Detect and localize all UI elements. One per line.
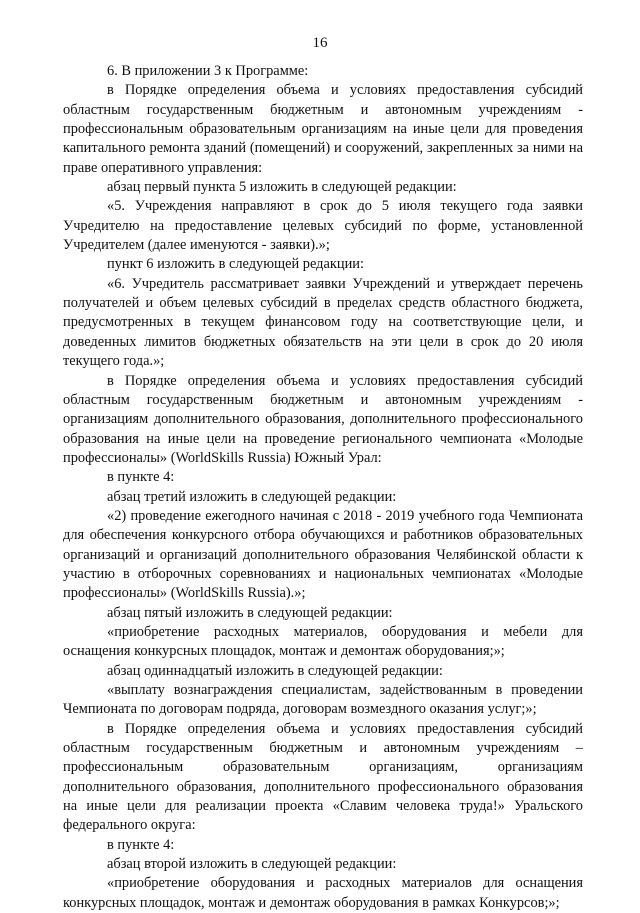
paragraph: «выплату вознаграждения специалистам, задействованным в проведении Чемпионата по договорам подряда, договорам возмездного оказания услуг;»; <box>63 682 583 718</box>
paragraph: в Порядке определения объема и условиях предоставления субсидий областным государственным бюджетным и автономным учреждениям – профессиональным образовательным организациям, организациям дополнительного образования, дополнительного профессионального образования на иные цели для реализации проекта «Славим человека труда!» Уральского федерального округа: <box>63 720 583 834</box>
document-body <box>63 62 583 913</box>
paragraph: «5. Учреждения направляют в срок до 5 июля текущего года заявки Учредителю на предоставление целевых субсидий по форме, установленной Учредителем (далее именуются - заявки).»; <box>63 198 583 254</box>
paragraph: в Порядке определения объема и условиях предоставления субсидий областным государственным бюджетным и автономным учреждениям - организациям дополнительного образования, дополнительного профессионального образования на иные цели на проведение регионального чемпионата «Молодые профессионалы» (WorldSkills Russia) Южный Урал: <box>63 372 583 466</box>
paragraph: «6. Учредитель рассматривает заявки Учреждений и утверждает перечень получателей и объем целевых субсидий в пределах средств областного бюджета, предусмотренных в текущем финансовом году на соответствующие цели, и доведенных лимитов бюджетных обязательств на эти цели в срок до 20 июля текущего года.»; <box>63 275 583 370</box>
paragraph: «приобретение расходных материалов, оборудования и мебели для оснащения конкурсных площадок, монтаж и демонтаж оборудования;»; <box>63 623 583 660</box>
paragraph: абзац третий изложить в следующей редакции: <box>107 488 397 505</box>
page-number: 16 <box>312 35 328 51</box>
paragraph: в пункте 4: <box>107 836 175 853</box>
paragraph: абзац первый пункта 5 изложить в следующей редакции: <box>107 179 457 196</box>
paragraph: абзац одиннадцатый изложить в следующей редакции: <box>107 662 443 679</box>
paragraph: «2) проведение ежегодного начиная с 2018 - 2019 учебного года Чемпионата для обеспечения конкурсного отбора обучающихся и работников образовательных организаций и организаций дополнительного образования Челябинской области к участию в отборочных соревнованиях и национальных чемпионатах «Молодые профессионалы» (WorldSkills Russia).»; <box>63 507 583 602</box>
paragraph: «приобретение оборудования и расходных материалов для оснащения конкурсных площадок, монтаж и демонтаж оборудования в рамках Конкурсов;»; <box>63 875 583 911</box>
paragraph: 6. В приложении 3 к Программе: <box>107 63 309 79</box>
paragraph: в пункте 4: <box>107 469 175 486</box>
paragraph: в Порядке определения объема и условиях предоставления субсидий областным государственным бюджетным и автономным учреждениям - профессиональным образовательным организациям на иные цели для проведения капитального ремонта зданий (помещений) и сооружений, закрепленных за ними на праве оперативного управления: <box>63 82 583 176</box>
paragraph: абзац пятый изложить в следующей редакции: <box>107 604 393 621</box>
paragraph: пункт 6 изложить в следующей редакции: <box>107 256 364 273</box>
paragraph: абзац второй изложить в следующей редакции: <box>107 856 397 873</box>
